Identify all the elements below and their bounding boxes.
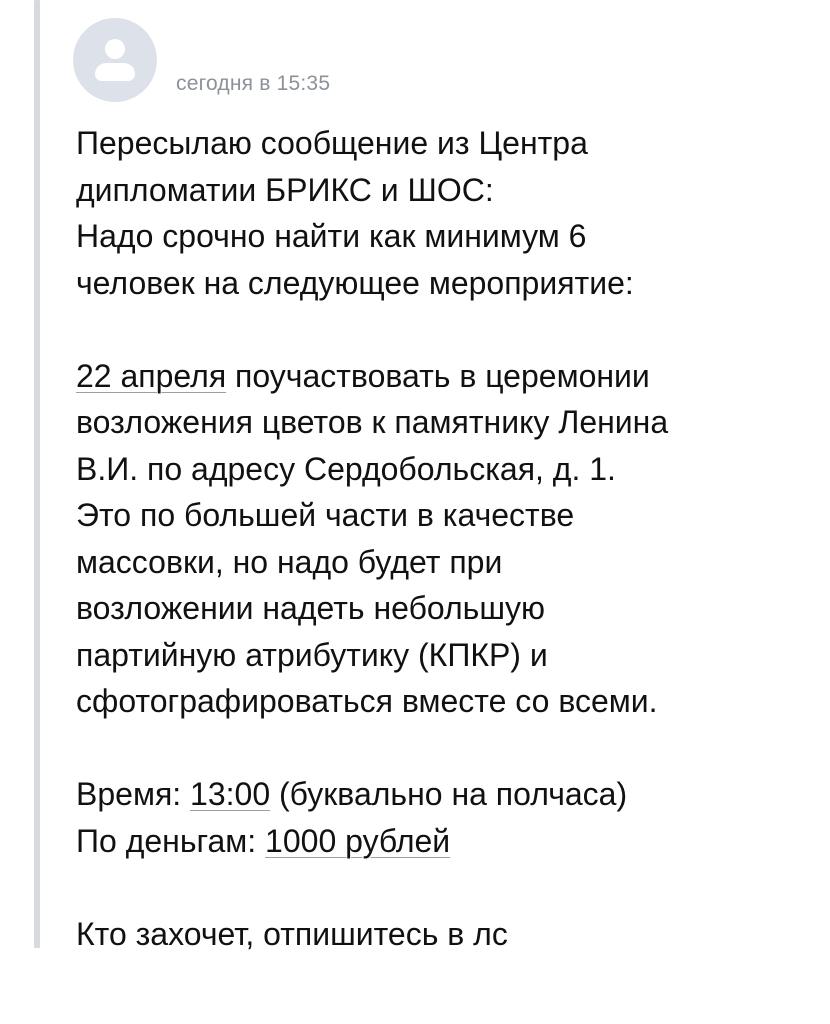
money-label: По деньгам: — [76, 822, 266, 859]
message-text: поучаствовать в церемонии — [226, 357, 650, 394]
user-icon-body — [95, 63, 135, 81]
time-label: Время: — [76, 776, 191, 812]
message-line: партийную атрибутику (КПКР) и — [76, 636, 548, 673]
message-line — [76, 353, 796, 400]
time-note: (буквально на полчаса) — [270, 776, 628, 812]
time-link[interactable]: 13:00 — [190, 776, 271, 812]
message-line: возложении надеть небольшую — [76, 590, 546, 626]
message-line: Надо срочно найти как минимум 6 — [76, 218, 587, 254]
paragraph-gap — [76, 306, 796, 353]
post-timestamp[interactable]: сегодня в 15:35 — [176, 72, 331, 95]
message-line: Пересылаю сообщение из Центра — [76, 125, 588, 161]
paragraph-gap — [76, 725, 796, 772]
message-line: В.И. по адресу Сердобольская, д. 1. — [76, 450, 616, 487]
message-line: Кто захочет, отпишитесь в лс — [76, 915, 508, 952]
date-link[interactable]: 22 апреля — [76, 357, 227, 394]
message-line — [76, 771, 796, 818]
avatar[interactable] — [73, 18, 157, 102]
message-line — [76, 818, 796, 865]
message-line: сфотографироваться вместе со всеми. — [76, 683, 658, 719]
message-body — [76, 120, 796, 957]
message-line: дипломатии БРИКС и ШОС: — [76, 171, 494, 208]
message-line: массовки, но надо будет при — [76, 543, 503, 580]
message-line: Это по большей части в качестве — [76, 497, 575, 533]
message-line: возложения цветов к памятнику Ленина — [76, 404, 669, 440]
user-icon-head — [105, 39, 125, 59]
quote-bar — [34, 0, 40, 948]
message-line: человек на следующее мероприятие: — [76, 264, 634, 301]
paragraph-gap — [76, 864, 796, 911]
money-link[interactable]: 1000 рублей — [265, 822, 451, 859]
